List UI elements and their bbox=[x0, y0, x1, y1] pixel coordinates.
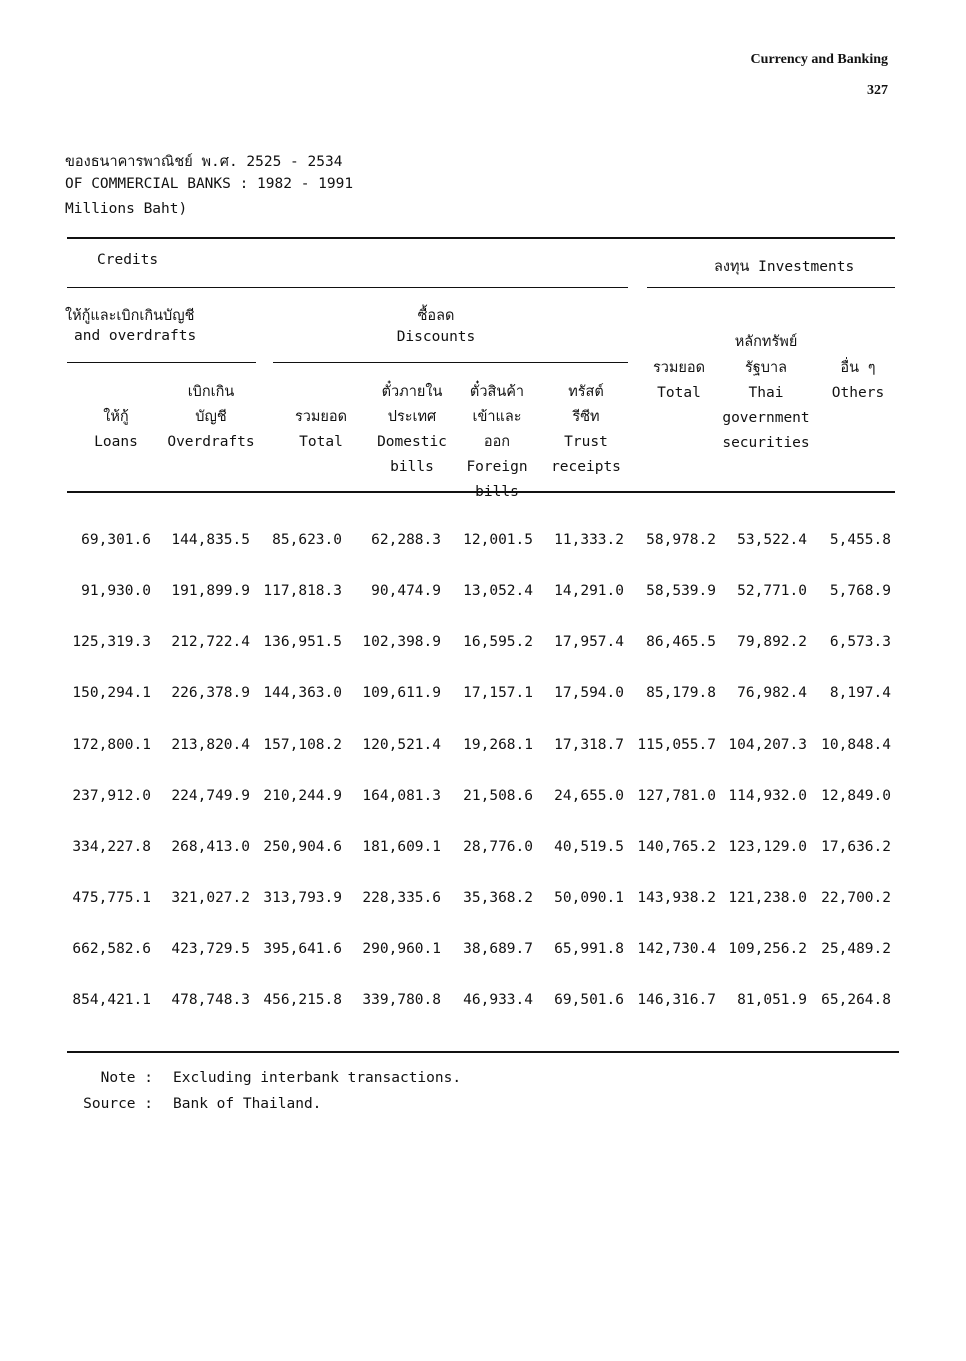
source-text: Bank of Thailand. bbox=[173, 1096, 322, 1112]
table-row bbox=[0, 583, 966, 605]
loans-overdrafts-group-english: and overdrafts bbox=[74, 328, 197, 344]
table-row bbox=[0, 685, 966, 707]
cell-trust-receipts: 69,501.6 bbox=[554, 992, 624, 1008]
cell-foreign-bills: 12,001.5 bbox=[463, 532, 533, 548]
cell-others: 17,636.2 bbox=[821, 839, 891, 855]
cell-loans: 172,800.1 bbox=[72, 737, 151, 753]
table-title-thai: ของธนาคารพาณิชย์ พ.ศ. 2525 - 2534 bbox=[65, 154, 343, 170]
cell-others: 25,489.2 bbox=[821, 941, 891, 957]
securities-group-thai: หลักทรัพย์ bbox=[734, 334, 798, 350]
table-row bbox=[0, 737, 966, 759]
credits-underline bbox=[67, 287, 628, 288]
cell-overdrafts: 478,748.3 bbox=[171, 992, 250, 1008]
cell-discount-total: 85,623.0 bbox=[272, 532, 342, 548]
page-number: 327 bbox=[867, 83, 888, 98]
cell-trust-receipts: 65,991.8 bbox=[554, 941, 624, 957]
note-label: Note : bbox=[100, 1070, 153, 1086]
cell-foreign-bills: 13,052.4 bbox=[463, 583, 533, 599]
column-header-loans: ให้กู้ Loans bbox=[94, 409, 138, 450]
cell-others: 22,700.2 bbox=[821, 890, 891, 906]
cell-domestic-bills: 90,474.9 bbox=[371, 583, 441, 599]
cell-domestic-bills: 164,081.3 bbox=[362, 788, 441, 804]
cell-overdrafts: 213,820.4 bbox=[171, 737, 250, 753]
discounts-group-thai: ซื้อลด bbox=[417, 308, 455, 324]
cell-overdrafts: 212,722.4 bbox=[171, 634, 250, 650]
cell-foreign-bills: 21,508.6 bbox=[463, 788, 533, 804]
cell-trust-receipts: 17,318.7 bbox=[554, 737, 624, 753]
loans-overdrafts-group-thai: ให้กู้และเบิกเกินบัญชี bbox=[65, 308, 195, 324]
cell-trust-receipts: 50,090.1 bbox=[554, 890, 624, 906]
column-header-trust-receipts: ทรัสต์ รีซีท Trust receipts bbox=[551, 384, 621, 475]
cell-government-securities: 79,892.2 bbox=[737, 634, 807, 650]
column-header-others: อื่น ๆ Others bbox=[831, 360, 885, 401]
cell-investment-total: 127,781.0 bbox=[637, 788, 716, 804]
cell-domestic-bills: 339,780.8 bbox=[362, 992, 441, 1008]
column-header-government-securities: รัฐบาล Thai government securities bbox=[722, 360, 810, 451]
note-text: Excluding interbank transactions. bbox=[173, 1070, 462, 1086]
cell-others: 5,455.8 bbox=[829, 532, 891, 548]
cell-trust-receipts: 17,957.4 bbox=[554, 634, 624, 650]
cell-others: 12,849.0 bbox=[821, 788, 891, 804]
cell-others: 10,848.4 bbox=[821, 737, 891, 753]
cell-foreign-bills: 35,368.2 bbox=[463, 890, 533, 906]
cell-overdrafts: 321,027.2 bbox=[171, 890, 250, 906]
cell-investment-total: 115,055.7 bbox=[637, 737, 716, 753]
cell-overdrafts: 191,899.9 bbox=[171, 583, 250, 599]
section-header: Currency and Banking bbox=[750, 52, 888, 67]
cell-discount-total: 210,244.9 bbox=[263, 788, 342, 804]
cell-overdrafts: 423,729.5 bbox=[171, 941, 250, 957]
investments-header: ลงทุน Investments bbox=[714, 259, 855, 275]
table-row bbox=[0, 634, 966, 656]
cell-foreign-bills: 17,157.1 bbox=[463, 685, 533, 701]
cell-discount-total: 313,793.9 bbox=[263, 890, 342, 906]
cell-overdrafts: 144,835.5 bbox=[171, 532, 250, 548]
cell-loans: 854,421.1 bbox=[72, 992, 151, 1008]
cell-others: 5,768.9 bbox=[829, 583, 891, 599]
cell-discount-total: 117,818.3 bbox=[263, 583, 342, 599]
cell-overdrafts: 224,749.9 bbox=[171, 788, 250, 804]
column-header-overdrafts: เบิกเกิน บัญชี Overdrafts bbox=[167, 384, 255, 450]
cell-foreign-bills: 16,595.2 bbox=[463, 634, 533, 650]
table-row bbox=[0, 532, 966, 554]
cell-loans: 475,775.1 bbox=[72, 890, 151, 906]
table-row bbox=[0, 941, 966, 963]
table-title-english: OF COMMERCIAL BANKS : 1982 - 1991 bbox=[65, 176, 354, 192]
cell-discount-total: 456,215.8 bbox=[263, 992, 342, 1008]
cell-trust-receipts: 40,519.5 bbox=[554, 839, 624, 855]
cell-overdrafts: 226,378.9 bbox=[171, 685, 250, 701]
table-row bbox=[0, 788, 966, 810]
cell-foreign-bills: 19,268.1 bbox=[463, 737, 533, 753]
cell-others: 6,573.3 bbox=[829, 634, 891, 650]
cell-domestic-bills: 102,398.9 bbox=[362, 634, 441, 650]
cell-loans: 150,294.1 bbox=[72, 685, 151, 701]
investments-underline bbox=[647, 287, 895, 288]
source-label: Source : bbox=[83, 1096, 153, 1112]
cell-trust-receipts: 24,655.0 bbox=[554, 788, 624, 804]
cell-loans: 237,912.0 bbox=[72, 788, 151, 804]
cell-investment-total: 86,465.5 bbox=[646, 634, 716, 650]
cell-trust-receipts: 17,594.0 bbox=[554, 685, 624, 701]
cell-foreign-bills: 46,933.4 bbox=[463, 992, 533, 1008]
cell-government-securities: 76,982.4 bbox=[737, 685, 807, 701]
cell-domestic-bills: 120,521.4 bbox=[362, 737, 441, 753]
cell-overdrafts: 268,413.0 bbox=[171, 839, 250, 855]
cell-investment-total: 146,316.7 bbox=[637, 992, 716, 1008]
cell-domestic-bills: 62,288.3 bbox=[371, 532, 441, 548]
cell-investment-total: 58,539.9 bbox=[646, 583, 716, 599]
cell-discount-total: 395,641.6 bbox=[263, 941, 342, 957]
cell-loans: 69,301.6 bbox=[81, 532, 151, 548]
cell-trust-receipts: 11,333.2 bbox=[554, 532, 624, 548]
cell-discount-total: 157,108.2 bbox=[263, 737, 342, 753]
cell-investment-total: 140,765.2 bbox=[637, 839, 716, 855]
cell-investment-total: 85,179.8 bbox=[646, 685, 716, 701]
cell-government-securities: 81,051.9 bbox=[737, 992, 807, 1008]
cell-foreign-bills: 38,689.7 bbox=[463, 941, 533, 957]
column-header-domestic-bills: ตั๋วภายใน ประเทศ Domestic bills bbox=[377, 384, 447, 475]
header-bottom-rule bbox=[67, 491, 895, 493]
cell-government-securities: 53,522.4 bbox=[737, 532, 807, 548]
cell-domestic-bills: 109,611.9 bbox=[362, 685, 441, 701]
table-row bbox=[0, 992, 966, 1014]
cell-domestic-bills: 228,335.6 bbox=[362, 890, 441, 906]
column-header-discount-total: รวมยอด Total bbox=[294, 409, 348, 450]
cell-government-securities: 52,771.0 bbox=[737, 583, 807, 599]
column-header-foreign-bills: ตั๋วสินค้า เข้าและออก Foreign bills bbox=[466, 384, 528, 500]
cell-government-securities: 121,238.0 bbox=[728, 890, 807, 906]
cell-foreign-bills: 28,776.0 bbox=[463, 839, 533, 855]
cell-government-securities: 109,256.2 bbox=[728, 941, 807, 957]
cell-discount-total: 136,951.5 bbox=[263, 634, 342, 650]
table-row bbox=[0, 890, 966, 912]
cell-investment-total: 142,730.4 bbox=[637, 941, 716, 957]
cell-government-securities: 123,129.0 bbox=[728, 839, 807, 855]
cell-loans: 334,227.8 bbox=[72, 839, 151, 855]
column-header-investment-total: รวมยอด Total bbox=[652, 360, 706, 401]
cell-investment-total: 143,938.2 bbox=[637, 890, 716, 906]
cell-investment-total: 58,978.2 bbox=[646, 532, 716, 548]
loans-overdrafts-underline bbox=[67, 362, 256, 363]
discounts-group-english: Discounts bbox=[396, 329, 476, 345]
discounts-underline bbox=[273, 362, 628, 363]
table-bottom-rule bbox=[67, 1051, 899, 1053]
cell-government-securities: 114,932.0 bbox=[728, 788, 807, 804]
cell-government-securities: 104,207.3 bbox=[728, 737, 807, 753]
cell-domestic-bills: 181,609.1 bbox=[362, 839, 441, 855]
cell-loans: 662,582.6 bbox=[72, 941, 151, 957]
table-row bbox=[0, 839, 966, 861]
cell-loans: 91,930.0 bbox=[81, 583, 151, 599]
cell-loans: 125,319.3 bbox=[72, 634, 151, 650]
cell-trust-receipts: 14,291.0 bbox=[554, 583, 624, 599]
cell-discount-total: 250,904.6 bbox=[263, 839, 342, 855]
cell-others: 65,264.8 bbox=[821, 992, 891, 1008]
cell-others: 8,197.4 bbox=[829, 685, 891, 701]
credits-header: Credits bbox=[97, 252, 159, 268]
table-top-rule bbox=[67, 237, 895, 239]
cell-discount-total: 144,363.0 bbox=[263, 685, 342, 701]
table-unit: Millions Baht) bbox=[65, 201, 188, 217]
cell-domestic-bills: 290,960.1 bbox=[362, 941, 441, 957]
